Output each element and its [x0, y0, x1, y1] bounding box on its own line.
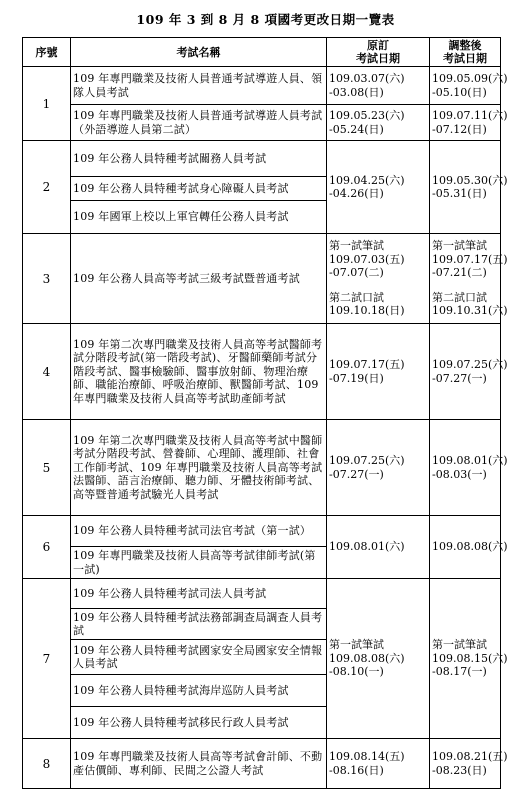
header-row	[23, 38, 501, 67]
adjusted-date: 第一試筆試 109.07.17(五) -07.21(二) 第二試口試 109.10.31(六)	[430, 234, 501, 324]
adjusted-date: 109.07.25(六) -07.27(一)	[430, 324, 501, 420]
row-number: 6	[23, 516, 71, 579]
row-number: 1	[23, 67, 71, 141]
exam-name: 109 年公務人員高等考試三級考試暨普通考試	[71, 234, 327, 324]
exam-name: 109 年第二次專門職業及技術人員高等考試中醫師考試分階段考試、營養師、心理師、護理師、社會工作師考試、109 年專門職業及技術人員高等考試法醫師、語言治療師、聽力師、牙體技術師考試、高等暨普通考試驗光人員考試	[71, 420, 327, 516]
adjusted-date: 109.08.01(六) -08.03(一)	[430, 420, 501, 516]
table-row	[23, 739, 501, 789]
exam-name: 109 年專門職業及技術人員高等考試律師考試(第一試)	[71, 547, 327, 579]
exam-name: 109 年公務人員特種考試法務部調查局調查人員考試	[71, 609, 327, 640]
adjusted-date: 第一試筆試 109.08.15(六) -08.17(一)	[430, 579, 501, 739]
table-row	[23, 579, 501, 609]
adjusted-date: 109.05.30(六) -05.31(日)	[430, 141, 501, 234]
exam-name: 109 年專門職業及技術人員普通考試導遊人員、領隊人員考試	[71, 67, 327, 105]
row-number: 5	[23, 420, 71, 516]
table-row	[23, 105, 501, 141]
adjusted-date: 109.07.11(六) -07.12(日)	[430, 105, 501, 141]
header-adjusted-date: 調整後 考試日期	[430, 38, 501, 67]
exam-name: 109 年公務人員特種考試移民行政人員考試	[71, 707, 327, 739]
original-date: 109.03.07(六) -03.08(日)	[327, 67, 430, 105]
exam-name: 109 年專門職業及技術人員高等考試會計師、不動產估價師、專利師、民間之公證人考試	[71, 739, 327, 789]
row-number: 8	[23, 739, 71, 789]
exam-name: 109 年公務人員特種考試國家安全局國家安全情報人員考試	[71, 640, 327, 675]
table-row	[23, 324, 501, 420]
header-exam-name: 考試名稱	[71, 38, 327, 67]
table-row	[23, 516, 501, 547]
original-date: 第一試筆試 109.07.03(五) -07.07(二) 第二試口試 109.10.18(日)	[327, 234, 430, 324]
exam-name: 109 年第二次專門職業及技術人員高等考試醫師考試分階段考試(第一階段考試)、牙醫師藥師考試分階段考試、醫事檢驗師、醫事放射師、物理治療師、職能治療師、呼吸治療師、獸醫師考試、109 年專門職業及技術人員高等考試助產師考試	[71, 324, 327, 420]
header-no: 序號	[23, 38, 71, 67]
original-date: 109.05.23(六) -05.24(日)	[327, 105, 430, 141]
adjusted-date: 109.08.21(五) -08.23(日)	[430, 739, 501, 789]
table-row	[23, 420, 501, 516]
exam-name: 109 年專門職業及技術人員普通考試導遊人員考試（外語導遊人員第二試）	[71, 105, 327, 141]
table-row	[23, 141, 501, 177]
original-date: 109.08.01(六)	[327, 516, 430, 579]
table-row	[23, 67, 501, 105]
page-title: 109 年 3 到 8 月 8 項國考更改日期一覽表	[136, 12, 395, 27]
exam-name: 109 年公務人員特種考試海岸巡防人員考試	[71, 675, 327, 707]
adjusted-date: 109.05.09(六) -05.10(日)	[430, 67, 501, 105]
header-original-date: 原訂 考試日期	[327, 38, 430, 67]
exam-name: 109 年公務人員特種考試司法人員考試	[71, 579, 327, 609]
row-number: 4	[23, 324, 71, 420]
exam-name: 109 年公務人員特種考試身心障礙人員考試	[71, 177, 327, 201]
exam-name: 109 年公務人員特種考試關務人員考試	[71, 141, 327, 177]
original-date: 109.08.14(五) -08.16(日)	[327, 739, 430, 789]
original-date: 109.04.25(六) -04.26(日)	[327, 141, 430, 234]
original-date: 109.07.17(五) -07.19(日)	[327, 324, 430, 420]
exam-name: 109 年公務人員特種考試司法官考試（第一試）	[71, 516, 327, 547]
row-number: 3	[23, 234, 71, 324]
adjusted-date: 109.08.08(六)	[430, 516, 501, 579]
table-row	[23, 234, 501, 324]
row-number: 2	[23, 141, 71, 234]
original-date: 109.07.25(六) -07.27(一)	[327, 420, 430, 516]
exam-name: 109 年國軍上校以上軍官轉任公務人員考試	[71, 201, 327, 234]
exam-schedule-table	[22, 37, 508, 789]
row-number: 7	[23, 579, 71, 739]
original-date: 第一試筆試 109.08.08(六) -08.10(一)	[327, 579, 430, 739]
